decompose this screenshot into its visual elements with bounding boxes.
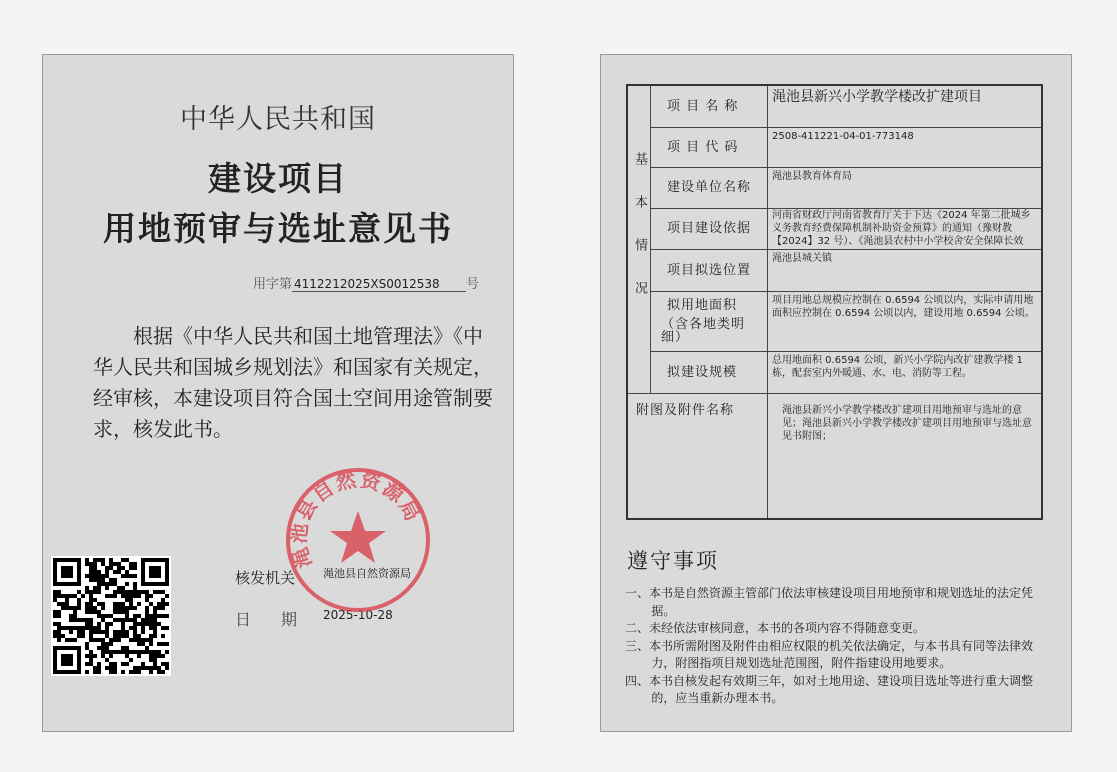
section-label-cell bbox=[627, 85, 651, 393]
number-prefix: 用字第 bbox=[253, 277, 293, 292]
notes-title: 遵守事项 bbox=[627, 549, 719, 573]
issuer-label: 核发机关 bbox=[235, 569, 296, 587]
land-area-label: 拟用地面积 bbox=[667, 297, 738, 313]
country-name: 中华人民共和国 bbox=[180, 104, 376, 135]
issuer-value: 渑池县自然资源局 bbox=[323, 567, 411, 580]
attachments-value: 渑池县新兴小学教学楼改扩建项目用地预审与选址的意见；渑池县新兴小学教学楼改扩建项目用地预审与选址意见书附图； bbox=[768, 393, 1043, 519]
land-area-sublabel: （含各地类明细） bbox=[661, 316, 746, 345]
certificate-details-page bbox=[600, 54, 1072, 732]
construction-scale: 总用地面积 0.6594 公顷，新兴小学院内改扩建教学楼 1 栋，配套室内外暖通、水、电、消防等工程。 bbox=[768, 351, 1043, 393]
row-label: 项目拟选位置 bbox=[651, 249, 768, 291]
row-label: 项 目 代 码 bbox=[651, 127, 768, 167]
row-label bbox=[651, 291, 768, 351]
row-label: 项 目 名 称 bbox=[651, 85, 768, 127]
document-title-line1: 建设项目 bbox=[208, 159, 348, 198]
number-suffix: 号 bbox=[466, 277, 480, 292]
row-label: 拟建设规模 bbox=[651, 351, 768, 393]
construction-basis: 河南省财政厅河南省教育厅关于下达《2024 年第二批城乡义务教育经费保障机制补助资金预算》的通知（豫财教【2024】32 号）、《渑池县农村中小学校舍安全保障长效 bbox=[772, 209, 1031, 247]
note-item: 一、本书是自然资源主管部门依法审核建设项目用地预审和规划选址的法定凭据。 bbox=[625, 586, 1034, 618]
note-item: 四、本书自核发起有效期三年，如对土地用途、建设项目选址等进行重大调整的，应当重新办理本书。 bbox=[625, 673, 1034, 705]
notes-list bbox=[625, 585, 1055, 708]
section-label: 基本情况 bbox=[632, 151, 647, 324]
certificate-body-text: 根据《中华人民共和国土地管理法》《中华人民共和国城乡规划法》和国家有关规定，经审核，本建设项目符合国土空间用途管制要求，核发此书。 bbox=[93, 324, 493, 441]
attachments-label: 附图及附件名称 bbox=[627, 393, 768, 519]
row-label: 项目建设依据 bbox=[651, 208, 768, 249]
qr-code bbox=[51, 556, 171, 680]
star-icon bbox=[330, 511, 386, 563]
project-code: 2508-411221-04-01-773148 bbox=[768, 127, 1043, 167]
row-label: 建设单位名称 bbox=[651, 167, 768, 208]
certificate-number bbox=[253, 273, 479, 292]
land-area: 项目用地总规模应控制在 0.6594 公顷以内，实际申请用地面积应控制在 0.6594 公顷以内，建设用地 0.6594 公顷。 bbox=[768, 291, 1043, 351]
certificate-front-page bbox=[42, 54, 514, 732]
official-seal bbox=[283, 465, 433, 615]
proposed-location: 渑池县城关镇 bbox=[768, 249, 1043, 291]
date-value: 2025-10-28 bbox=[323, 608, 393, 622]
note-item: 三、本书所需附图及附件由相应权限的机关依法确定，与本书具有同等法律效力，附图指项目规划选址范围图，附件指建设用地要求。 bbox=[625, 638, 1034, 670]
date-label: 日期 bbox=[235, 610, 328, 629]
number-value: 4112212025XS0012538 bbox=[292, 277, 466, 292]
document-title-line2: 用地预审与选址意见书 bbox=[103, 209, 453, 248]
project-name: 渑池县新兴小学教学楼改扩建项目 bbox=[768, 85, 1043, 127]
seal-text: 渑池县自然资源局 bbox=[286, 467, 426, 572]
construction-unit: 渑池县教育体育局 bbox=[768, 167, 1043, 208]
note-item: 二、未经依法审核同意，本书的各项内容不得随意变更。 bbox=[625, 621, 926, 635]
basic-info-table bbox=[626, 84, 1043, 520]
